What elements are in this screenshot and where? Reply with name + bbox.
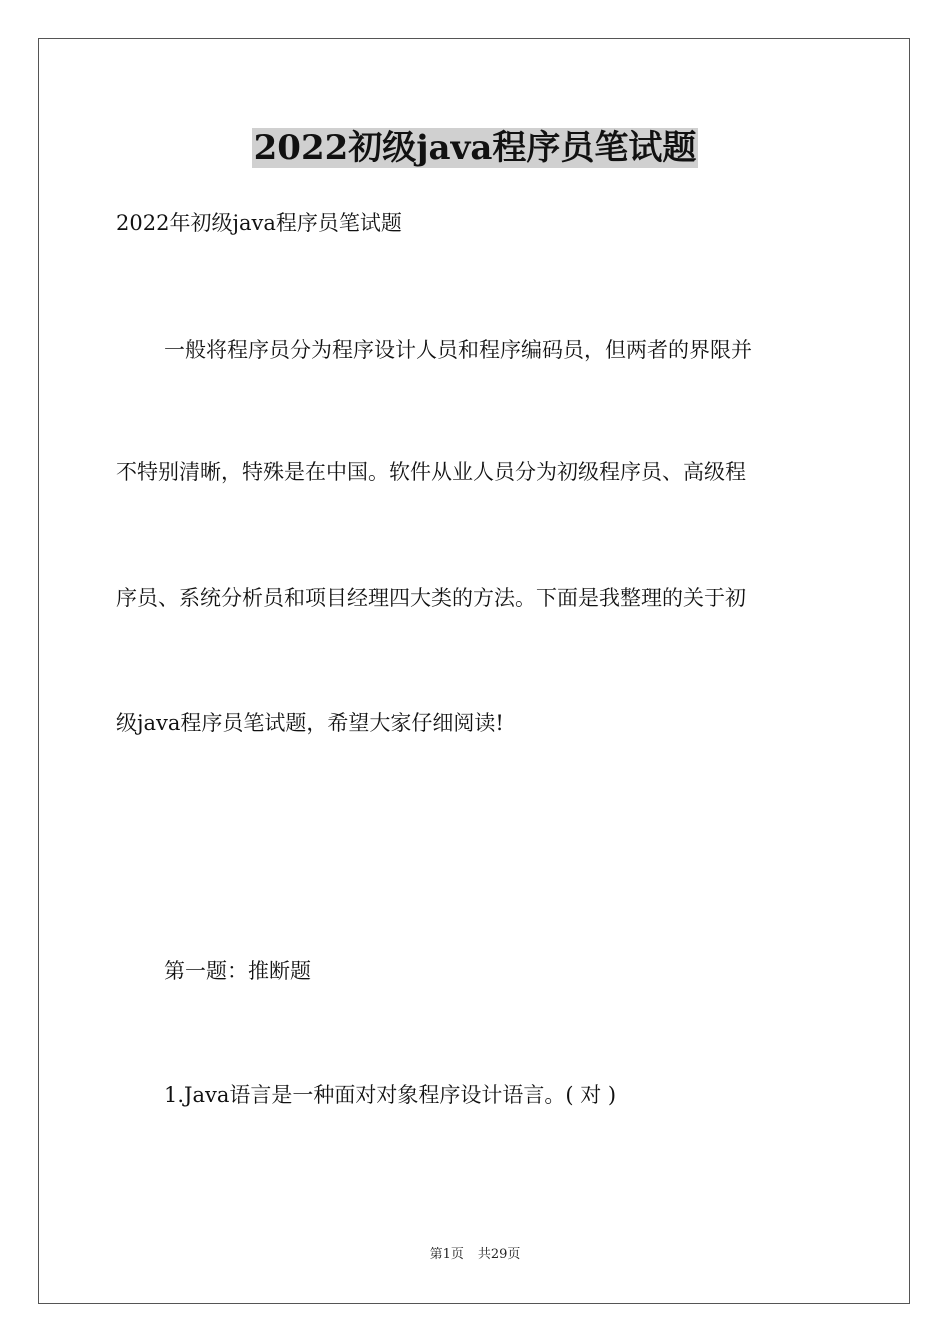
- document-subtitle: 2022年初级java程序员笔试题: [116, 211, 402, 235]
- document-title-text: 2022初级java程序员笔试题: [253, 128, 697, 168]
- page-footer: [0, 1246, 950, 1264]
- paragraph-line-1: 一般将程序员分为程序设计人员和程序编码员，但两者的界限并: [164, 338, 752, 362]
- paragraph-line-3: 序员、系统分析员和项目经理四大类的方法。下面是我整理的关于初: [116, 586, 746, 610]
- paragraph-line-2: 不特别清晰，特殊是在中国。软件从业人员分为初级程序员、高级程: [116, 460, 746, 484]
- page-total: 共29页: [477, 1247, 521, 1262]
- page-number: 第1页: [429, 1247, 464, 1262]
- document-title: [0, 126, 950, 170]
- paragraph-line-4: 级java程序员笔试题，希望大家仔细阅读!: [116, 711, 504, 735]
- question-1: 1.Java语言是一种面对对象程序设计语言。( 对 ): [164, 1083, 617, 1107]
- section-heading: 第一题：推断题: [164, 959, 311, 983]
